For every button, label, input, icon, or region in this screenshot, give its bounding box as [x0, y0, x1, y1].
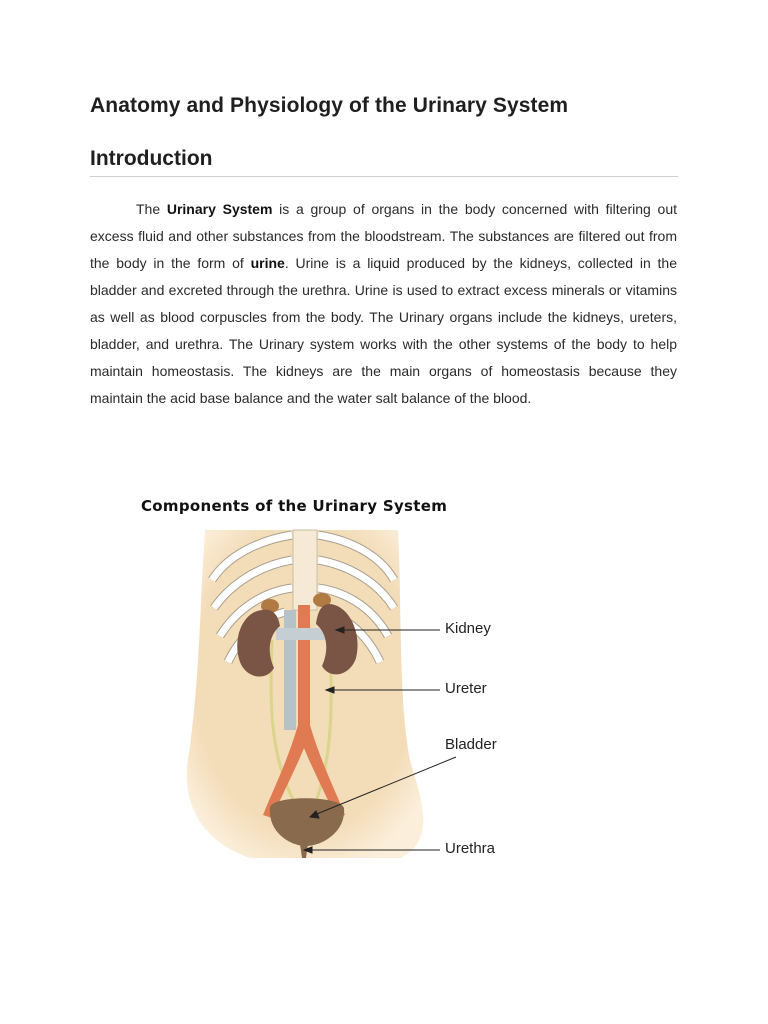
- label-urethra: Urethra: [445, 840, 496, 857]
- term-urine: urine: [250, 255, 285, 271]
- introduction-paragraph: [90, 196, 677, 412]
- paragraph-text-3: . Urine is a liquid produced by the kidneys, collected in the bladder and excreted through the urethra. Urine is used to extract excess minerals or vitamins as well as blood corpuscles from the body. The Urinary organs include the kidneys, ureters, bladder, and urethra. The Urinary system works with the other systems of the body to help maintain homeostasis. The kidneys are the main organs of homeostasis because they maintain the acid base balance and the water salt balance of the blood.: [90, 255, 677, 406]
- section-heading-introduction: Introduction: [90, 147, 213, 170]
- paragraph-text-2: is a group of organs in the body concerned with filtering out excess fluid and other substances from the bloodstream. The substances are filtered out from the body in the form of: [90, 201, 677, 271]
- figure-title: Components of the Urinary System: [141, 497, 448, 515]
- term-urinary-system: Urinary System: [166, 201, 273, 217]
- document-title: Anatomy and Physiology of the Urinary System: [90, 94, 569, 117]
- label-kidney: Kidney: [445, 620, 491, 637]
- label-ureter: Ureter: [445, 680, 487, 697]
- label-bladder: Bladder: [445, 736, 497, 753]
- heading-divider: [90, 176, 678, 177]
- paragraph-text-1: The: [136, 201, 167, 217]
